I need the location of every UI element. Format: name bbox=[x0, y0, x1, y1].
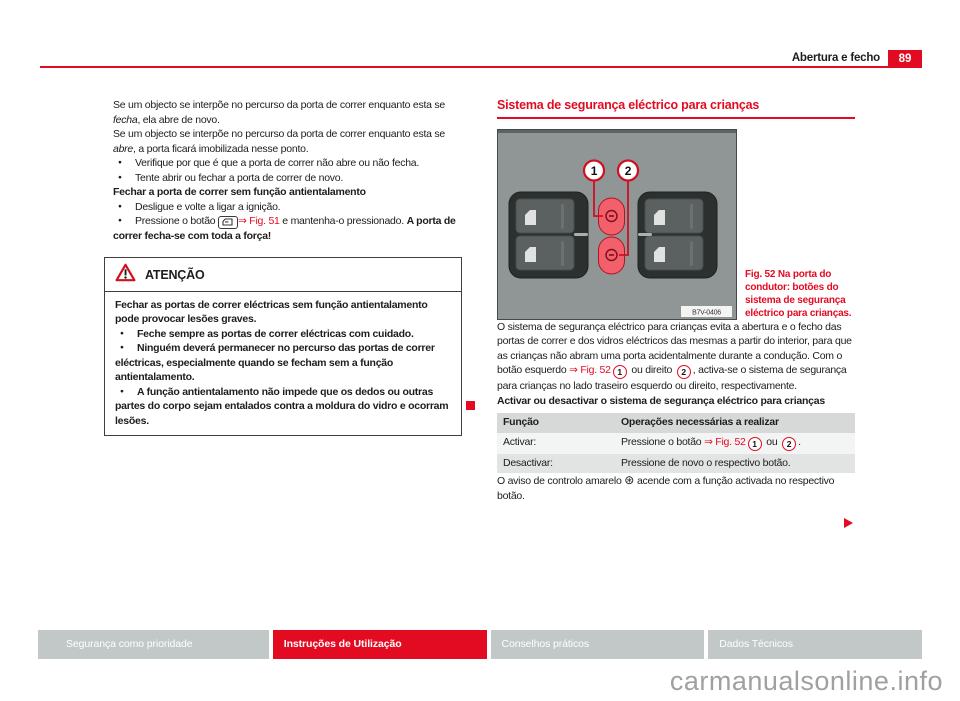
section-heading: Sistema de segurança eléctrico para crianças bbox=[497, 98, 855, 119]
table-header-cell: Operações necessárias a realizar bbox=[615, 413, 855, 433]
right-column bbox=[497, 98, 855, 503]
warning-lead: Fechar as portas de correr eléctricas sem função antientalamento pode provocar lesões graves. bbox=[115, 298, 428, 325]
section-end-marker-icon bbox=[466, 401, 475, 410]
paragraph bbox=[113, 98, 462, 127]
bullet-icon: ● bbox=[118, 217, 122, 224]
list-item bbox=[113, 200, 462, 215]
child-lock-indicator-icon: ⊛ bbox=[624, 473, 635, 487]
callout-1 bbox=[584, 160, 604, 180]
callout-number-2: 2 bbox=[782, 437, 796, 451]
list-item-text: Tente abrir ou fechar a porta de correr de novo. bbox=[135, 171, 344, 184]
footer-tab-seguranca[interactable]: Segurança como prioridade bbox=[38, 630, 269, 659]
warning-box bbox=[104, 257, 462, 436]
bullet-icon: ● bbox=[118, 202, 122, 210]
table-cell: Desactivar: bbox=[497, 454, 615, 474]
text-run: Pressione o botão bbox=[621, 435, 705, 448]
warning-header bbox=[105, 258, 461, 291]
list-item-text: A função antientalamento não impede que os dedos ou outras partes do corpo sejam entalados contra a moldura do vidro e ocorram lesões. bbox=[115, 385, 449, 427]
window-switch-cluster-left bbox=[509, 192, 588, 278]
text-run: . bbox=[798, 435, 801, 448]
text-run: O sistema de segurança eléctrico para crianças evita a abertura e o fecho das portas de correr e dos vidros eléctricos das mesmas a partir do interior, para que as crianças não abram uma porta acidentalmente durante a condução. Com o botão esquerdo bbox=[497, 320, 852, 376]
paragraph bbox=[497, 320, 855, 394]
text-run: acende com a função activada no respectivo botão. bbox=[497, 475, 835, 502]
bullet-icon: ● bbox=[120, 344, 124, 351]
italic-run: fecha bbox=[113, 113, 138, 126]
page-number-badge: 89 bbox=[888, 50, 922, 68]
list-item bbox=[115, 385, 451, 429]
text-run: e mantenha-o pressionado. bbox=[279, 215, 407, 227]
figure-reference-link[interactable]: ⇒ Fig. 52 bbox=[569, 364, 611, 376]
text-run: ou bbox=[763, 435, 781, 448]
footer-tab-dados[interactable]: Dados Técnicos bbox=[708, 630, 922, 659]
table-cell: Activar: bbox=[497, 433, 615, 454]
figure-code-plate bbox=[681, 306, 732, 317]
footer-tab-instrucoes[interactable]: Instruções de Utilização bbox=[273, 630, 487, 659]
text-run: Se um objecto se interpõe no percurso da porta de correr enquanto esta se bbox=[113, 99, 445, 111]
window-switch-cluster-right bbox=[638, 192, 717, 278]
figure-caption: Fig. 52 Na porta do condutor: botões do sistema de segurança eléctrico para crianças. bbox=[745, 268, 852, 319]
door-panel-illustration bbox=[497, 129, 737, 320]
table-cell: Pressione de novo o respectivo botão. bbox=[615, 454, 855, 474]
list-item bbox=[113, 156, 462, 171]
table-cell bbox=[615, 433, 855, 454]
list-item-text: Feche sempre as portas de correr eléctricas com cuidado. bbox=[137, 327, 414, 340]
list-item bbox=[115, 327, 451, 342]
watermark: carmanualsonline.info bbox=[669, 666, 943, 696]
sliding-door-button-icon bbox=[218, 216, 238, 229]
left-column bbox=[113, 98, 462, 436]
header-rule bbox=[40, 66, 922, 68]
text-run: , a porta ficará imobilizada nesse ponto. bbox=[133, 142, 309, 155]
paragraph bbox=[113, 127, 462, 156]
figure-reference-link[interactable]: ⇒ Fig. 51 bbox=[238, 215, 280, 227]
svg-text:1: 1 bbox=[590, 163, 598, 178]
callout-number-2: 2 bbox=[677, 365, 691, 379]
list-item-text: Ninguém deverá permanecer no percurso das portas de correr eléctricas, especialmente quando se fecham sem a função antientalamento. bbox=[115, 342, 435, 383]
bullet-icon: ● bbox=[120, 329, 124, 337]
warning-title: ATENÇÃO bbox=[145, 267, 205, 282]
warning-triangle-icon bbox=[115, 263, 136, 287]
bold-run: A porta de correr fecha-se com toda a força! bbox=[113, 215, 456, 242]
text-run: O aviso de controlo amarelo bbox=[497, 475, 625, 487]
callout-number-1: 1 bbox=[613, 365, 627, 379]
footer-nav bbox=[38, 630, 922, 659]
note-paragraph bbox=[497, 473, 855, 503]
bullet-icon: ● bbox=[118, 159, 122, 166]
text-run: , ela abre de novo. bbox=[137, 113, 220, 126]
callout-2 bbox=[618, 160, 638, 180]
figure-code: B7V-0406 bbox=[692, 309, 721, 316]
operations-table bbox=[497, 413, 855, 473]
table-header-cell: Função bbox=[497, 413, 615, 433]
text-run: Se um objecto se interpõe no percurso da porta de correr enquanto esta se bbox=[113, 128, 445, 140]
text-run: , activa-se o sistema de segurança para crianças no lado traseiro esquerdo ou direito, respectivamente. bbox=[497, 364, 847, 392]
list-item-text: Verifique por que é que a porta de correr não abre ou não fecha. bbox=[135, 157, 420, 169]
list-item bbox=[113, 171, 462, 186]
text-run: ou direito bbox=[628, 364, 675, 376]
warning-body bbox=[105, 291, 461, 436]
figure-reference-link[interactable]: ⇒ Fig. 52 bbox=[704, 435, 746, 448]
italic-run: abre bbox=[113, 142, 134, 155]
callout-number-1: 1 bbox=[748, 437, 762, 451]
table-subheading: Activar ou desactivar o sistema de segurança eléctrico para crianças bbox=[497, 394, 825, 407]
bullet-icon: ● bbox=[120, 387, 124, 395]
list-item bbox=[115, 341, 451, 385]
section-subheading: Fechar a porta de correr sem função antientalamento bbox=[113, 186, 366, 198]
figure-52 bbox=[497, 129, 855, 320]
svg-text:2: 2 bbox=[624, 163, 632, 178]
continuation-arrow-icon bbox=[844, 518, 853, 528]
chapter-title: Abertura e fecho bbox=[791, 52, 880, 64]
text-run: Pressione o botão bbox=[135, 215, 219, 227]
list-item-text: Desligue e volte a ligar a ignição. bbox=[135, 200, 281, 213]
bullet-icon: ● bbox=[118, 173, 122, 181]
list-item bbox=[113, 214, 462, 243]
footer-tab-conselhos[interactable]: Conselhos práticos bbox=[491, 630, 705, 659]
